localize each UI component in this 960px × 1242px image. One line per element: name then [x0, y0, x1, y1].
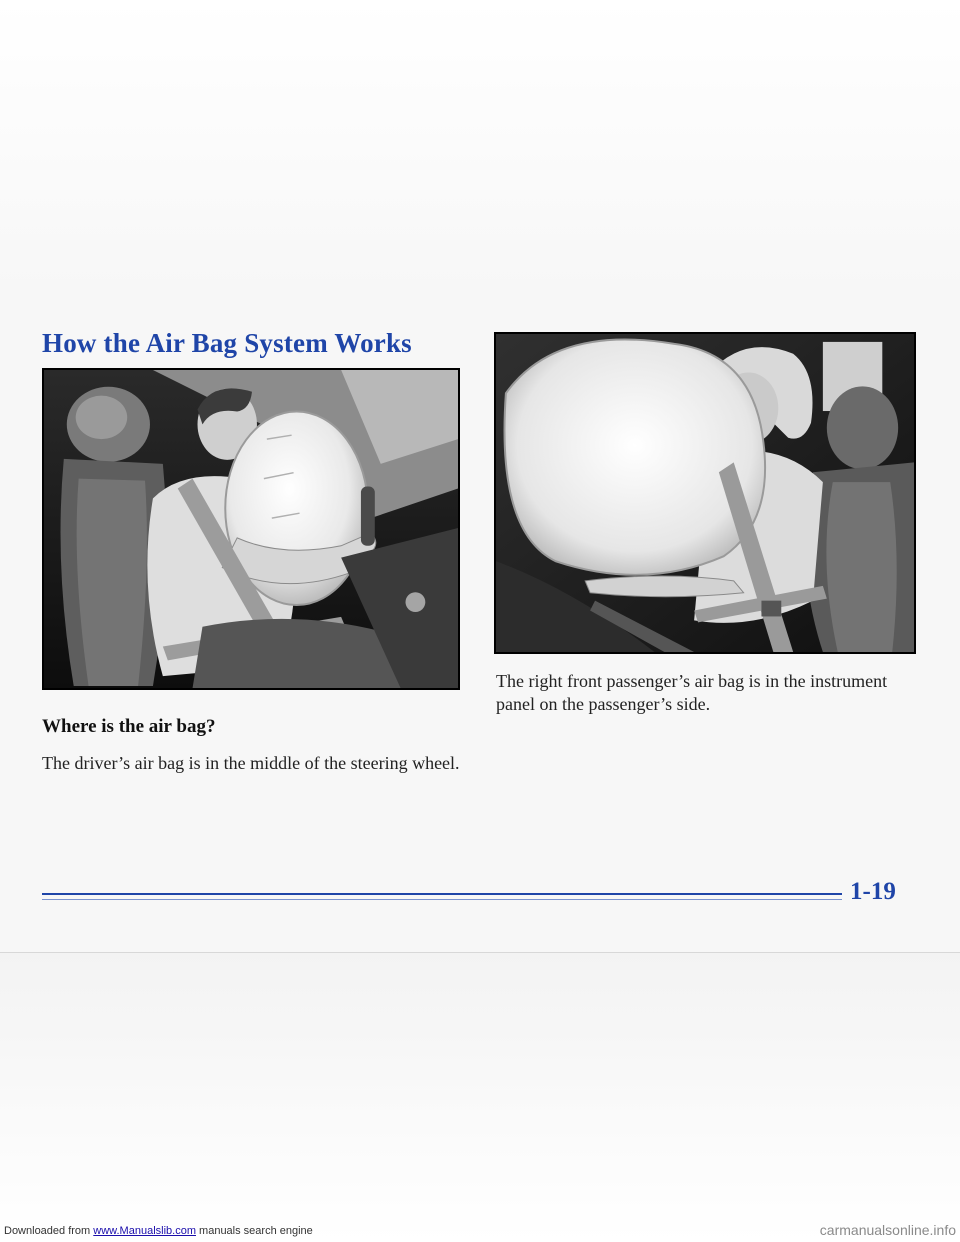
passenger-airbag-text: The right front passenger’s air bag is in the instrument panel on the passenger’s side. — [496, 671, 888, 714]
driver-airbag-illustration-icon — [44, 370, 458, 688]
footer-rule — [42, 893, 842, 895]
air-bag-location-subheading: Where is the air bag? — [42, 716, 216, 737]
passenger-airbag-illustration-icon — [496, 334, 914, 652]
manualslib-link[interactable]: www.Manualslib.com — [93, 1225, 196, 1237]
driver-airbag-text: The driver’s air bag is in the middle of the steering wheel. — [42, 753, 460, 773]
page-top-margin — [0, 0, 960, 290]
download-footer-prefix: Downloaded from — [4, 1225, 94, 1237]
passenger-airbag-figure — [494, 332, 916, 654]
download-footer — [4, 1225, 313, 1237]
watermark-text: carmanualsonline.info — [819, 1222, 956, 1238]
driver-airbag-figure — [42, 368, 460, 690]
download-footer-suffix: manuals search engine — [195, 1225, 313, 1237]
page-bottom-margin — [0, 952, 960, 1242]
section-heading: How the Air Bag System Works — [42, 328, 412, 358]
page-number: 1-19 — [850, 878, 896, 905]
footer-rule-thin — [42, 899, 842, 900]
page-edge — [0, 952, 960, 953]
